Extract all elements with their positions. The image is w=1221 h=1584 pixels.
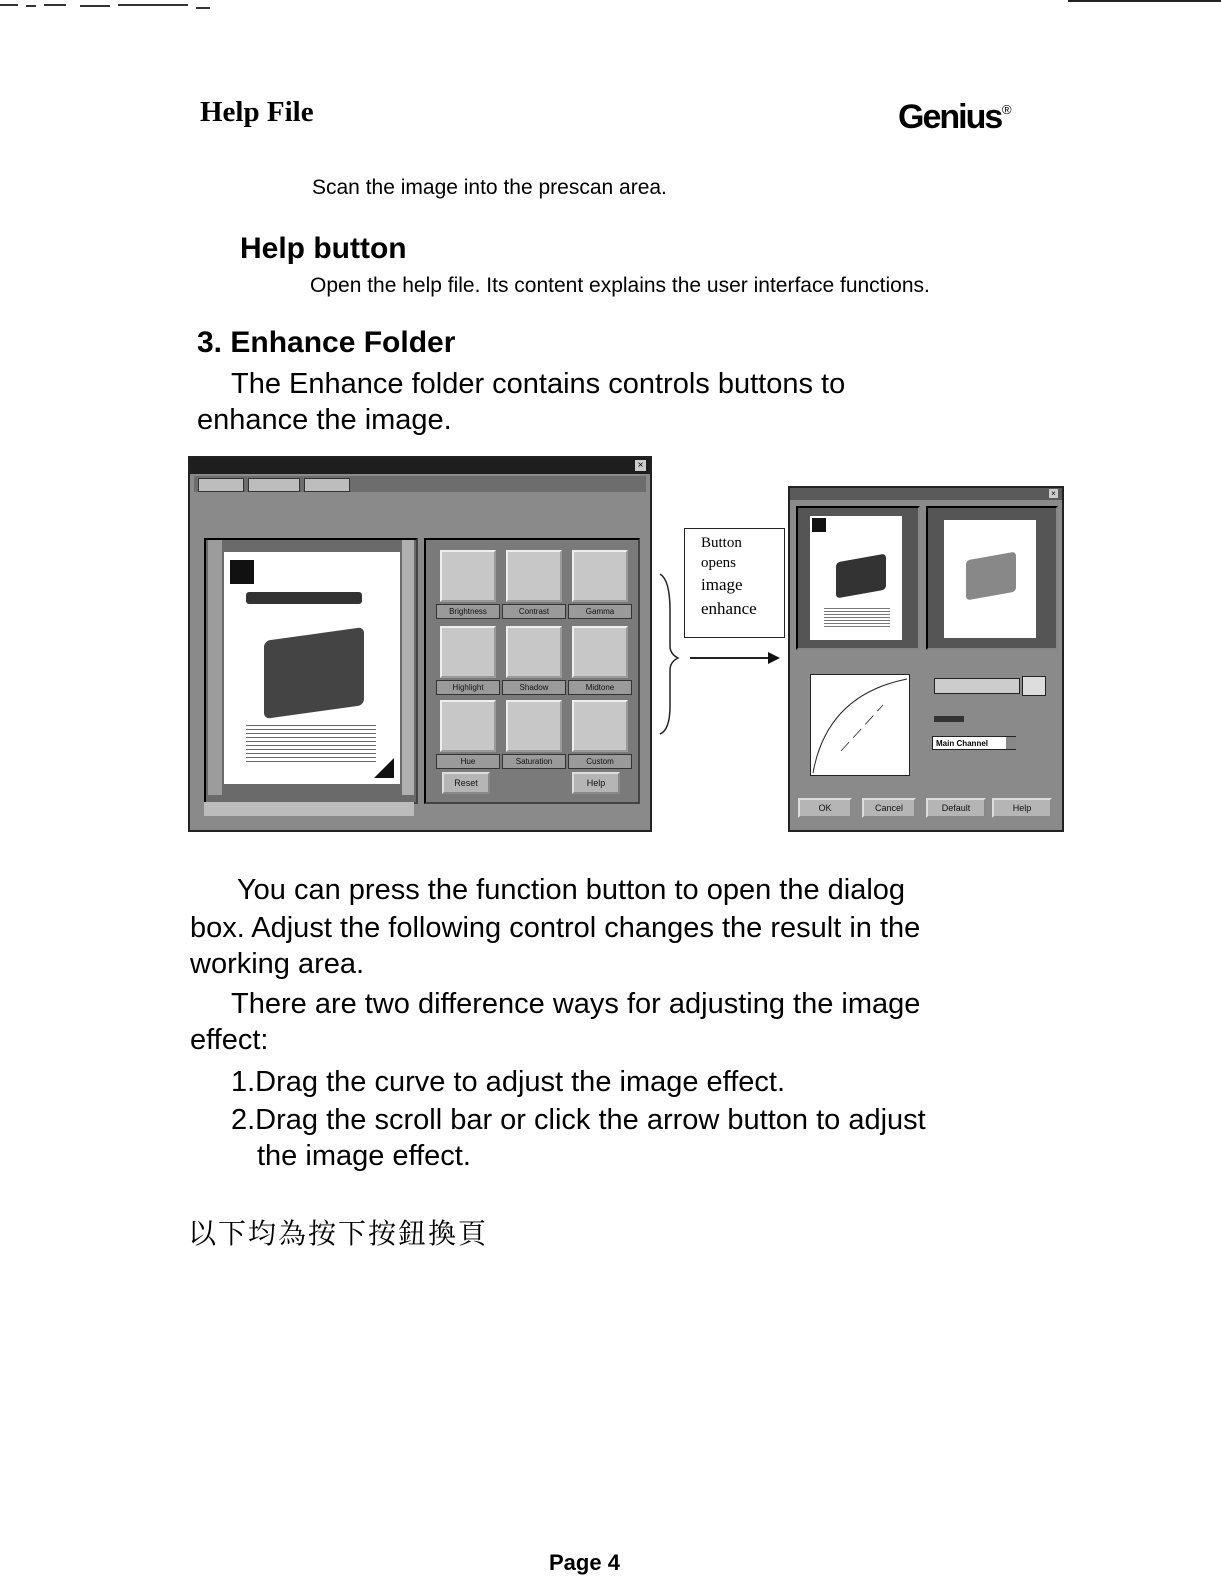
before-scanner [836, 554, 886, 599]
paragraph-2-line-1: There are two difference ways for adjusting the image [231, 988, 921, 1020]
callout-box [684, 528, 785, 638]
scanned-page-preview [224, 552, 400, 784]
callout-line-4: enhance [701, 599, 757, 618]
gamma-icon[interactable] [572, 550, 628, 602]
logo-text: Genius [898, 98, 1002, 136]
shadow-icon[interactable] [506, 626, 562, 678]
brace-shape [660, 574, 678, 734]
adjust-scrollbar[interactable] [934, 678, 1020, 694]
paragraph-1-line-3: working area. [190, 948, 365, 980]
contrast-label: Contrast [502, 604, 566, 619]
tab-enhance[interactable] [248, 478, 300, 492]
product-banner [246, 592, 362, 604]
custom-icon[interactable] [572, 700, 628, 752]
help-button-description: Open the help file. Its content explains the user interface functions. [310, 274, 930, 297]
function-panel [424, 538, 640, 804]
callout-line-1: Button [701, 535, 742, 551]
list-item-2-line-1: 2.Drag the scroll bar or click the arrow button to adjust [231, 1104, 926, 1136]
enhance-line-2: enhance the image. [197, 404, 452, 436]
list-item-2-line-2: the image effect. [257, 1140, 471, 1172]
contrast-icon[interactable] [506, 550, 562, 602]
scanner-photo [264, 627, 364, 719]
dialog-close-icon[interactable]: × [1049, 489, 1058, 498]
dialog-titlebar [790, 488, 1062, 500]
before-corner [812, 518, 826, 532]
tab-other[interactable] [304, 478, 350, 492]
hue-icon[interactable] [440, 700, 496, 752]
window-titlebar [190, 458, 650, 474]
channel-select[interactable]: Main Channel [932, 736, 1016, 750]
brightness-label: Brightness [436, 604, 500, 619]
after-page [944, 520, 1036, 638]
paragraph-1-line-2: box. Adjust the following control changes the result in the [190, 912, 921, 944]
shadow-label: Shadow [502, 680, 566, 695]
horizontal-scrollbar[interactable] [204, 802, 414, 816]
scan-edge [1068, 0, 1221, 2]
callout-line-2: opens [701, 555, 736, 571]
registered-mark: ® [1002, 102, 1012, 117]
before-text [824, 606, 890, 628]
value-field[interactable] [1022, 676, 1046, 696]
after-preview [926, 506, 1058, 650]
highlight-icon[interactable] [440, 626, 496, 678]
corner-triangle [374, 758, 394, 778]
image-enhance-dialog-screenshot [788, 486, 1064, 832]
corner-mark [230, 560, 254, 584]
scan-instruction: Scan the image into the prescan area. [312, 176, 667, 199]
midtone-icon[interactable] [572, 626, 628, 678]
close-icon[interactable]: × [635, 460, 646, 471]
slider-marker [934, 716, 964, 722]
hue-label: Hue [436, 754, 500, 769]
enhance-heading: 3. Enhance Folder [197, 326, 456, 359]
scan-artifact [0, 4, 220, 8]
callout-line-3: image [701, 575, 743, 594]
brightness-icon[interactable] [440, 550, 496, 602]
list-item-1: 1.Drag the curve to adjust the image effect. [231, 1066, 786, 1098]
vertical-scrollbar[interactable] [402, 540, 414, 795]
curve-line [811, 675, 909, 775]
vertical-ruler [208, 540, 222, 795]
help-button-heading: Help button [240, 232, 407, 265]
before-page [810, 516, 902, 640]
enhance-window-screenshot [188, 456, 652, 832]
after-scanner [966, 552, 1016, 601]
default-button[interactable]: Default [926, 798, 986, 818]
midtone-label: Midtone [568, 680, 632, 695]
help-button[interactable]: Help [572, 772, 620, 794]
custom-label: Custom [568, 754, 632, 769]
paragraph-1-line-1: You can press the function button to open the dialog [237, 874, 906, 906]
genius-logo [898, 96, 1018, 146]
enhance-line-1: The Enhance folder contains controls buttons to [231, 368, 846, 400]
page-title: Help File [200, 96, 314, 128]
ok-button[interactable]: OK [798, 798, 852, 818]
dropdown-arrow-icon[interactable] [1006, 737, 1016, 749]
page-number: Page 4 [549, 1550, 620, 1575]
gamma-label: Gamma [568, 604, 632, 619]
tab-scan[interactable] [198, 478, 244, 492]
folder-tabs [194, 476, 646, 492]
prescan-area[interactable] [204, 538, 418, 804]
paragraph-2-line-2: effect: [190, 1024, 269, 1056]
page-text-block [246, 722, 376, 762]
curve-graph[interactable] [810, 674, 910, 776]
dialog-help-button[interactable]: Help [992, 798, 1052, 818]
saturation-icon[interactable] [506, 700, 562, 752]
cancel-button[interactable]: Cancel [862, 798, 916, 818]
saturation-label: Saturation [502, 754, 566, 769]
before-preview [796, 506, 920, 650]
arrow-head [768, 652, 780, 664]
highlight-label: Highlight [436, 680, 500, 695]
handwritten-note: 以下均為按下按鈕換頁 [188, 1217, 489, 1250]
reset-button[interactable]: Reset [442, 772, 490, 794]
